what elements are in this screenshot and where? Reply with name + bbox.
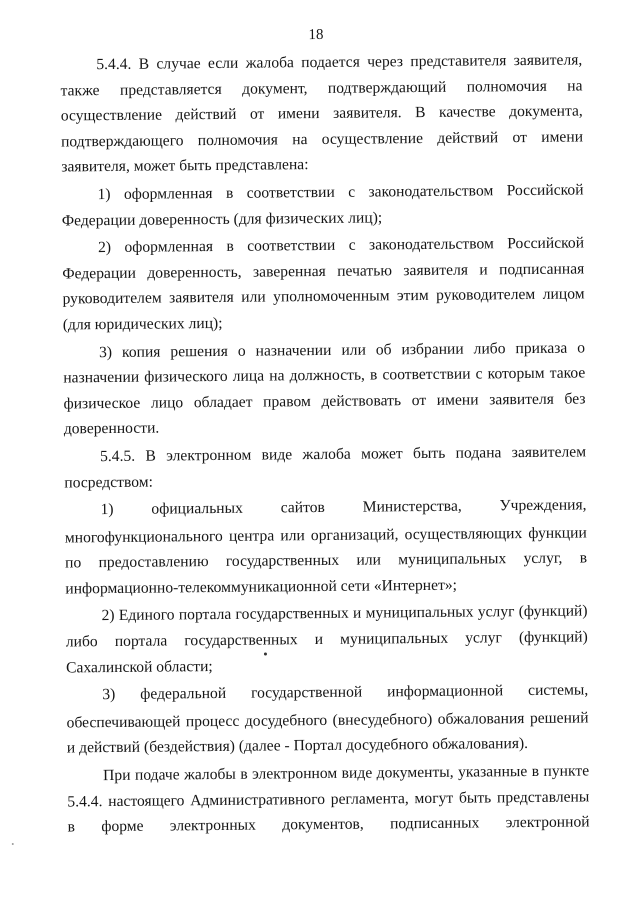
list-item-official-sites-first-line — [64, 493, 586, 524]
item-word: государственной — [250, 683, 363, 702]
paragraph-5-4-4: 5.4.4. В случае если жалоба подается через представителя заявителя, также представляется документ, подтверждающий полномочия на осуществление действий от имени заявителя. В качестве документа, подтверждающего полномочия на осуществление действий от имени заявителя, может быть представлена: — [60, 51, 584, 176]
item-word: системы, — [528, 681, 589, 700]
paragraph-electronic-documents: При подаче жалобы в электронном виде документы, указанные в пункте 5.4.4. настоящего Административного регламента, могут быть представлены в форме электронных документов, подписанных электронной — [67, 762, 590, 836]
paragraph-5-4-5: 5.4.5. В электронном виде жалоба может быть подана заявителем посредством: — [64, 443, 587, 491]
list-item-appointment-decision-copy: 3) копия решения о назначении или об избрании либо приказа о назначении физического лица на должность, в соответствии с которым такое физическое лицо обладает правом действовать от имени заявителя без доверенности. — [63, 338, 586, 438]
scan-speck — [12, 843, 14, 845]
item-word: 1) — [100, 501, 114, 519]
item-word: федеральной — [140, 685, 227, 703]
item-word: Учреждения, — [499, 496, 587, 515]
item-word: Министерства, — [362, 497, 462, 516]
scan-speck — [264, 653, 267, 656]
item-word: сайтов — [280, 499, 325, 517]
document-body — [60, 47, 590, 842]
list-item-power-of-attorney-individuals: 1) оформленная в соответствии с законодательством Российской Федерации доверенность (для физических лиц); — [61, 181, 584, 230]
list-item-federal-system-first-line — [66, 678, 588, 709]
item-word: 3) — [102, 686, 116, 704]
list-item-official-sites-rest: многофункционального центра или организаций, осуществляющих функции по предоставлению государственных или муниципальных услуг, в информационно-телекоммуникационной сети «Интернет»; — [64, 524, 588, 598]
item-word: официальных — [151, 499, 243, 518]
page-number: 18 — [308, 26, 324, 44]
list-item-federal-system-rest: обеспечивающей процесс досудебного (внесудебного) обжалования решений и действий (бездействия) (далее - Портал досудебного обжалования). — [66, 709, 589, 757]
item-word: информационной — [386, 682, 504, 701]
list-item-power-of-attorney-legal-entities: 2) оформленная в соответствии с законодательством Российской Федерации доверенность, заверенная печатью заявителя и подписанная руководителем заявителя или уполномоченным этим руководителем лицом (для юридических лиц); — [62, 234, 585, 334]
list-item-unified-portal: 2) Единого портала государственных и муниципальных услуг (функций) либо портала государственных и муниципальных услуг (функций) Сахалинской области; — [65, 602, 588, 677]
